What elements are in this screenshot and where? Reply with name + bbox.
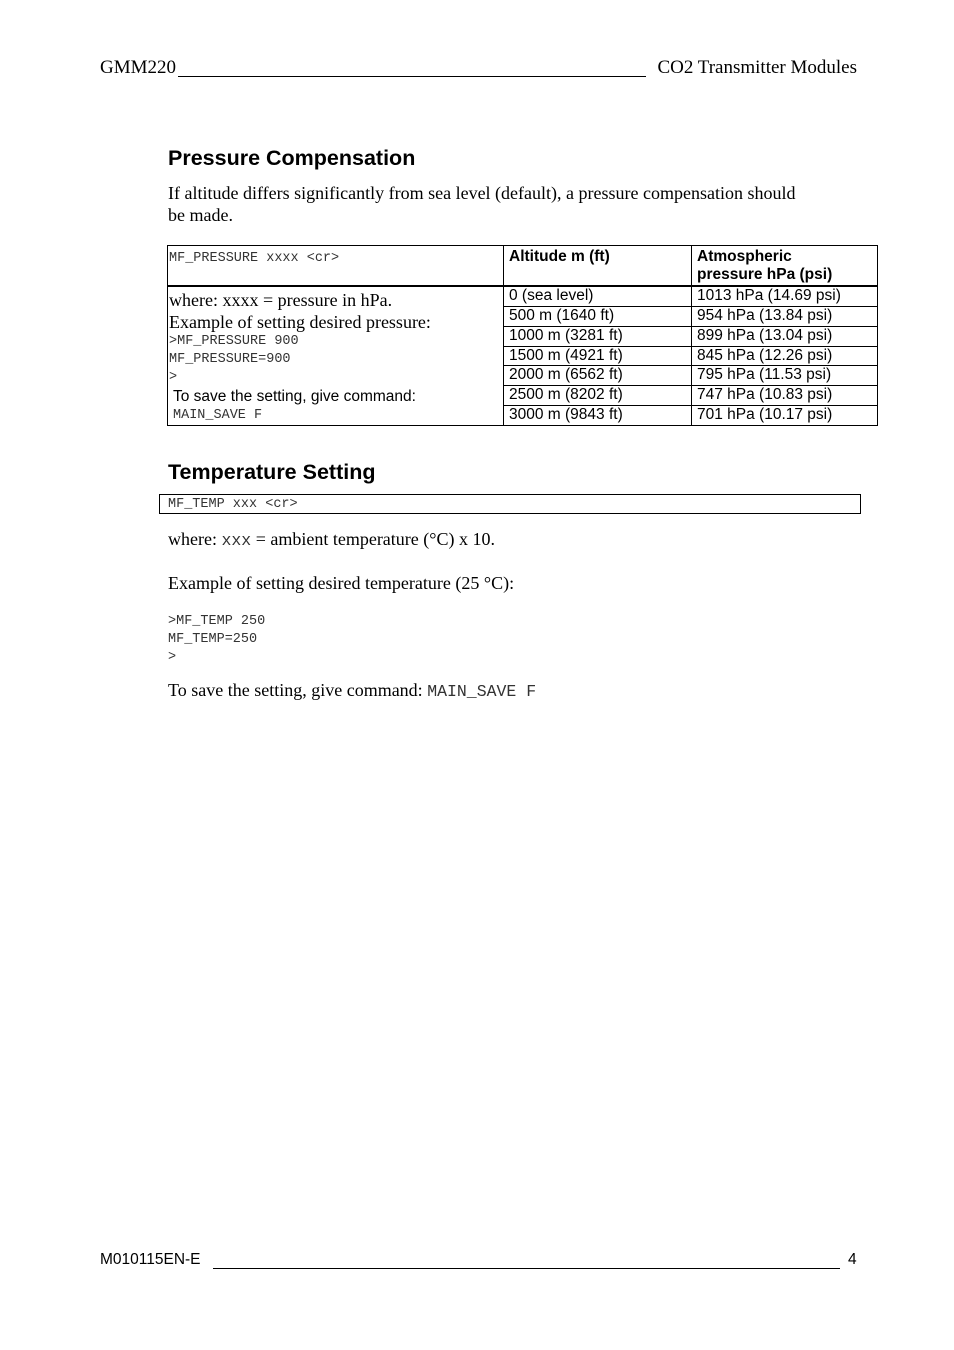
temperature-section-heading: Temperature Setting [168, 460, 376, 484]
altitude-cell: 2500 m (8202 ft) [504, 386, 692, 406]
altitude-cell: 0 (sea level) [504, 286, 692, 306]
temperature-save-label: To save the setting, give command: [168, 680, 428, 700]
altitude-cell: 1500 m (4921 ft) [504, 346, 692, 366]
pressure-cell: 845 hPa (12.26 psi) [692, 346, 878, 366]
altitude-column-header: Altitude m (ft) [504, 246, 692, 287]
header-rule [178, 76, 646, 77]
temperature-save-text [168, 679, 536, 703]
temperature-command-box [159, 494, 861, 514]
temperature-example-line: >MF_TEMP 250 [168, 614, 266, 629]
atmospheric-header-line-1: Atmospheric [697, 248, 792, 265]
pressure-intro-line-2: be made. [168, 205, 233, 225]
footer-rule [213, 1268, 840, 1269]
pressure-command: MF_PRESSURE xxxx <cr> [169, 251, 340, 266]
temperature-save-command: MAIN_SAVE F [427, 682, 537, 701]
pressure-cell: 795 hPa (11.53 psi) [692, 366, 878, 386]
temperature-example-line: MF_TEMP=250 [168, 632, 258, 647]
pressure-save-label: To save the setting, give command: [173, 388, 416, 405]
pressure-example-label: Example of setting desired pressure: [169, 312, 431, 332]
pressure-where-text: where: xxxx = pressure in hPa. [169, 290, 393, 310]
altitude-cell: 1000 m (3281 ft) [504, 326, 692, 346]
temperature-where-code: xxx [221, 531, 252, 550]
pressure-command-cell [168, 246, 504, 287]
pressure-cell: 747 hPa (10.83 psi) [692, 386, 878, 406]
temperature-example-code [168, 613, 265, 667]
pressure-instructions-cell [168, 286, 504, 426]
pressure-example-line: > [169, 370, 178, 385]
atmospheric-pressure-column-header [692, 246, 878, 287]
table-row [168, 286, 878, 306]
pressure-table [167, 245, 878, 426]
altitude-cell: 2000 m (6562 ft) [504, 366, 692, 386]
pressure-example-line: MF_PRESSURE=900 [169, 352, 291, 367]
temperature-command: MF_TEMP xxx <cr> [168, 497, 298, 512]
altitude-cell: 3000 m (9843 ft) [504, 406, 692, 426]
pressure-intro [168, 182, 795, 226]
header-product: GMM220 [100, 57, 177, 78]
pressure-cell: 899 hPa (13.04 psi) [692, 326, 878, 346]
atmospheric-header-line-2: pressure hPa (psi) [697, 266, 833, 283]
temperature-example-line: > [168, 650, 177, 665]
temperature-example-label: Example of setting desired temperature (25 °C): [168, 573, 515, 593]
footer-document-code: M010115EN-E [100, 1251, 201, 1268]
pressure-cell: 1013 hPa (14.69 psi) [692, 286, 878, 306]
pressure-cell: 701 hPa (10.17 psi) [692, 406, 878, 426]
temperature-where-suffix: = ambient temperature (°C) x 10. [251, 529, 495, 549]
pressure-save-command: MAIN_SAVE F [173, 408, 263, 423]
header-title: CO2 Transmitter Modules [657, 57, 857, 78]
page-number: 4 [848, 1251, 857, 1268]
altitude-cell: 500 m (1640 ft) [504, 306, 692, 326]
temperature-where-text [168, 528, 495, 552]
pressure-example-line: >MF_PRESSURE 900 [169, 334, 299, 349]
temperature-where-prefix: where: [168, 529, 222, 549]
pressure-cell: 954 hPa (13.84 psi) [692, 306, 878, 326]
pressure-section-heading: Pressure Compensation [168, 146, 416, 170]
pressure-intro-line-1: If altitude differs significantly from sea level (default), a pressure compensation should [168, 183, 796, 203]
pressure-table-header-row [168, 246, 878, 287]
